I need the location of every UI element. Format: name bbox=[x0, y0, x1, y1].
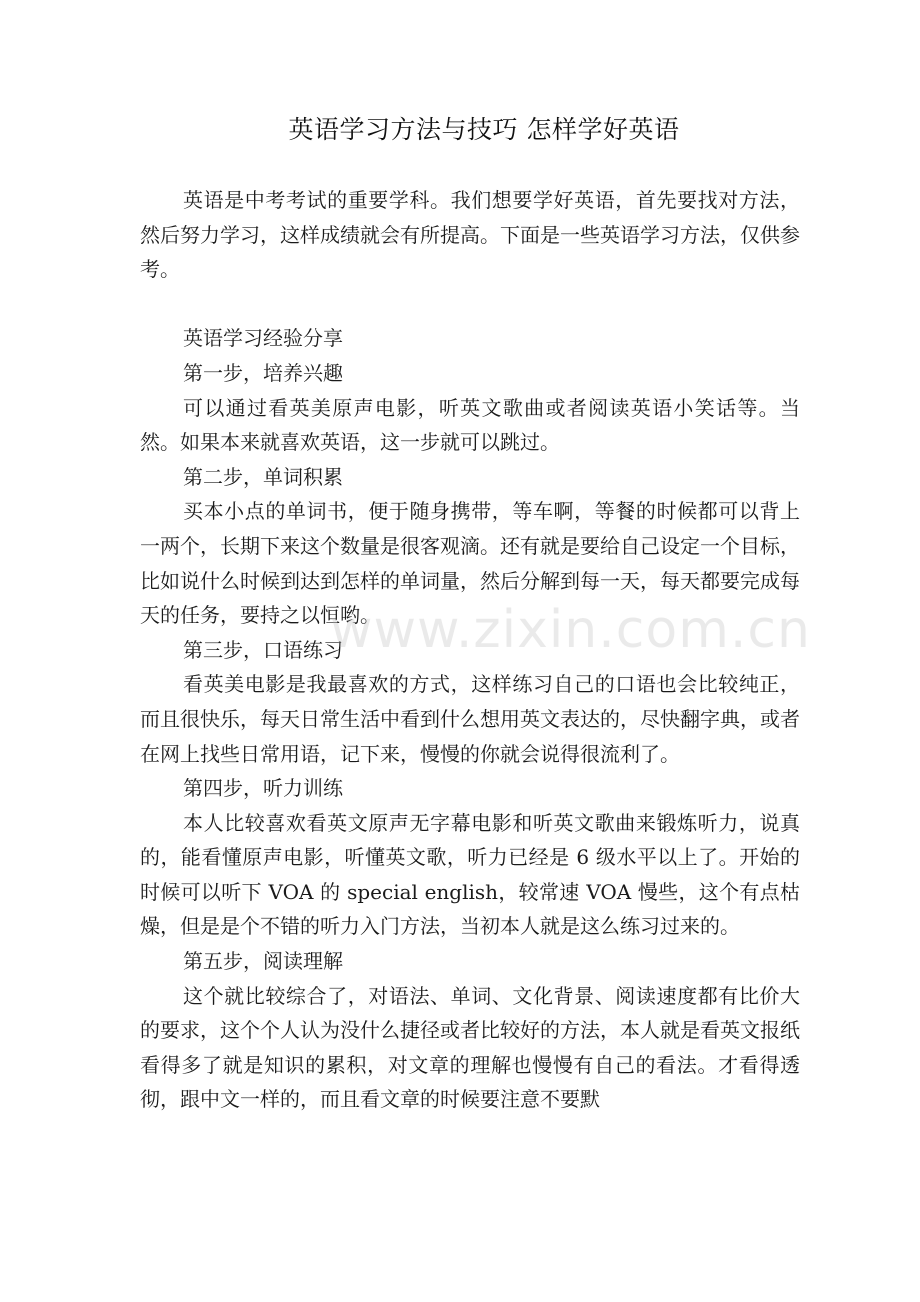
step-3-text: 看英美电影是我最喜欢的方式，这样练习自己的口语也会比较纯正，而且很快乐，每天日常生活中看到什么想用英文表达的，尽快翻字典，或者在网上找些日常用语，记下来，慢慢的你就会说得很流利了。 bbox=[140, 672, 800, 766]
watermark-text: www.zixin.com.cn bbox=[330, 600, 811, 660]
paragraph-spacer bbox=[140, 287, 800, 322]
step-1-heading: 第一步，培养兴趣 bbox=[183, 360, 343, 385]
step-3-heading: 第三步，口语练习 bbox=[183, 637, 343, 662]
section-heading: 英语学习经验分享 bbox=[183, 326, 343, 351]
step-5-heading: 第五步，阅读理解 bbox=[183, 949, 343, 974]
intro-paragraph: 英语是中考考试的重要学科。我们想要学好英语，首先要找对方法，然后努力学习，这样成绩就会有所提高。下面是一些英语学习方法，仅供参考。 bbox=[140, 188, 800, 282]
step-5-text: 这个就比较综合了，对语法、单词、文化背景、阅读速度都有比价大的要求，这个个人认为没什么捷径或者比较好的方法，本人就是看英文报纸看得多了就是知识的累积，对文章的理解也慢慢有自己的看法。才看得透彻，跟中文一样的，而且看文章的时候要注意不要默 bbox=[140, 983, 800, 1112]
step-1-text: 可以通过看英美原声电影，听英文歌曲或者阅读英语小笑话等。当然。如果本来就喜欢英语，这一步就可以跳过。 bbox=[140, 395, 800, 455]
step-2-heading: 第二步，单词积累 bbox=[183, 464, 343, 489]
document-title: 英语学习方法与技巧 怎样学好英语 bbox=[288, 115, 680, 144]
document-body bbox=[140, 183, 800, 1117]
step-4-heading: 第四步，听力训练 bbox=[183, 776, 343, 801]
step-2-text: 买本小点的单词书，便于随身携带，等车啊，等餐的时候都可以背上一两个，长期下来这个数量是很客观滴。还有就是要给自己设定一个目标，比如说什么时候到达到怎样的单词量，然后分解到每一天，每天都要完成每天的任务，要持之以恒哟。 bbox=[140, 499, 800, 628]
step-4-text: 本人比较喜欢看英文原声无字幕电影和听英文歌曲来锻炼听力，说真的，能看懂原声电影，听懂英文歌，听力已经是 6 级水平以上了。开始的时候可以听下 VOA 的 special english，较常速 VOA 慢些，这个有点枯燥，但是是个不错的听力入门方法，当初本人就是这么练习过来的。 bbox=[140, 810, 800, 939]
